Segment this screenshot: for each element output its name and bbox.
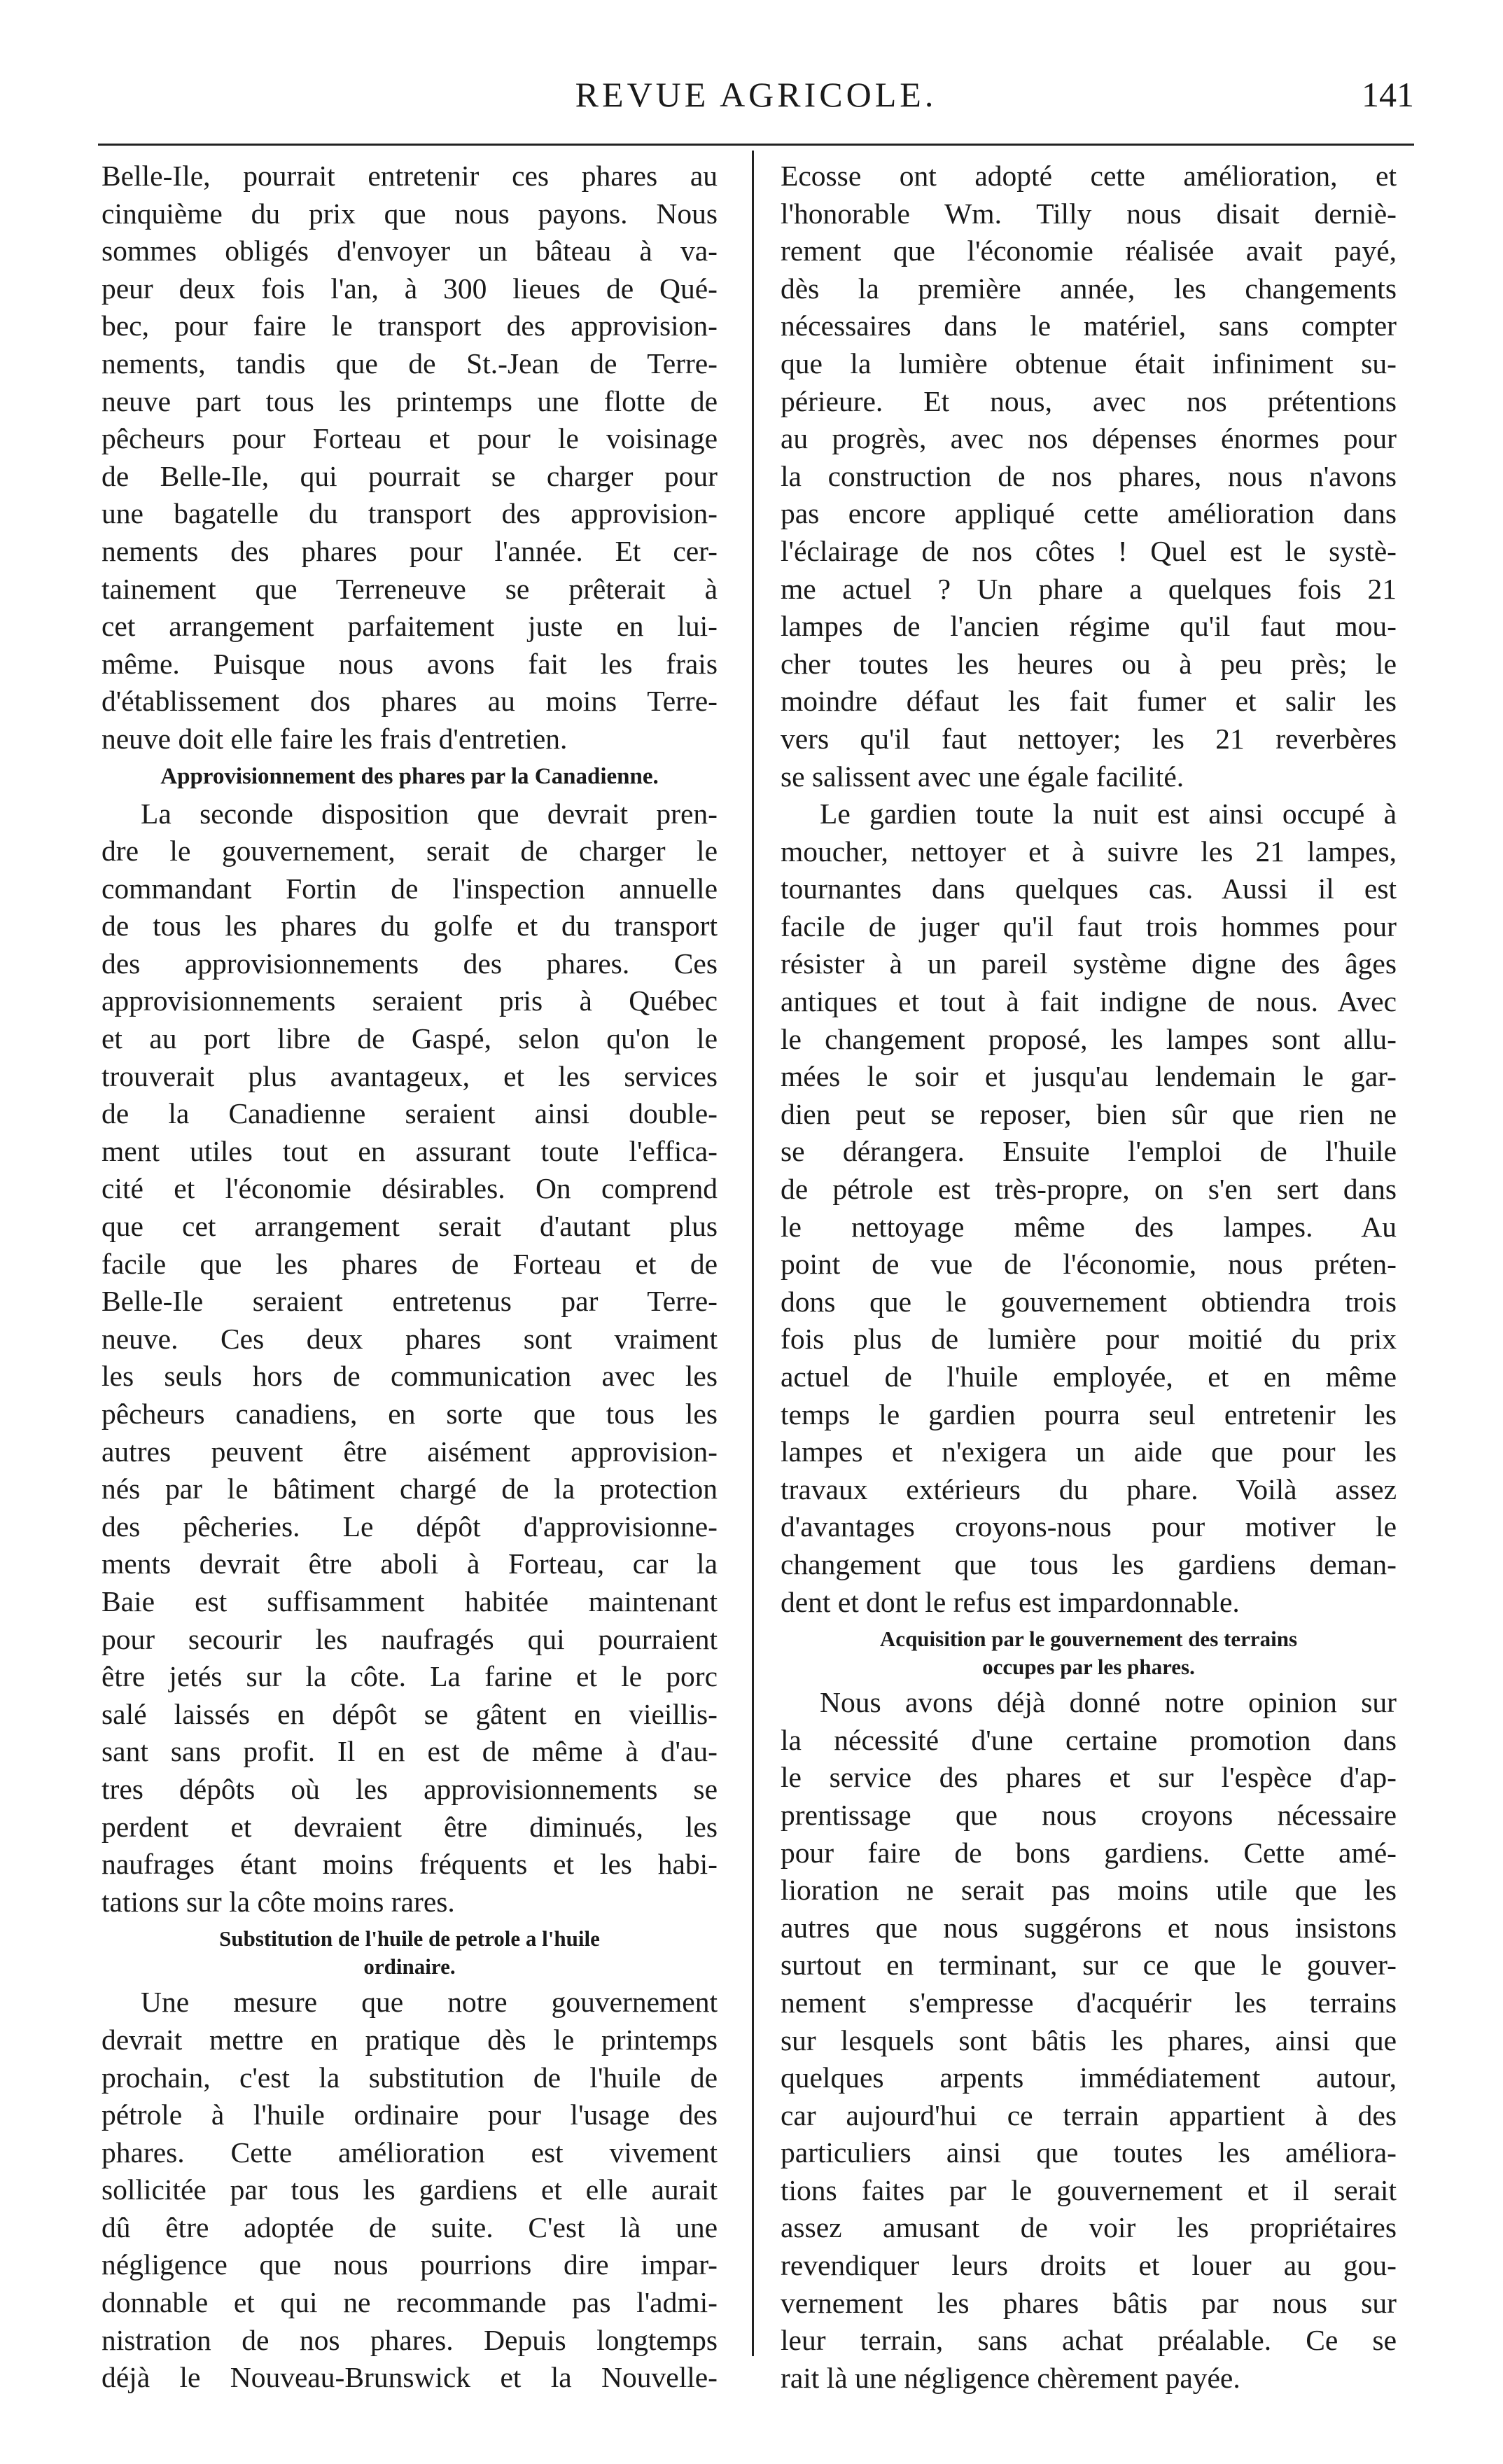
text-line: temps le gardien pourra seul entretenir les: [781, 1398, 1397, 1431]
text-line: le nettoyage même des lampes. Au: [781, 1210, 1397, 1243]
text-line: cité et l'économie désirables. On comprend: [102, 1172, 718, 1205]
text-line: me actuel ? Un phare a quelques fois 21: [781, 572, 1397, 605]
text-line: sommes obligés d'envoyer un bâteau à va-: [102, 235, 718, 267]
text-line: de la Canadienne seraient ainsi double-: [102, 1097, 718, 1130]
running-title: REVUE AGRICOLE.: [575, 75, 937, 114]
text-line: mées le soir et jusqu'au lendemain le gar-: [781, 1060, 1397, 1093]
text-line: commandant Fortin de l'inspection annuelle: [102, 872, 718, 905]
text-line: pas encore appliqué cette amélioration dans: [781, 497, 1397, 530]
text-line: dent et dont le refus est impardonnable.: [781, 1585, 1240, 1618]
section-heading: [102, 1925, 718, 1981]
text-line: tations sur la côte moins rares.: [102, 1885, 455, 1918]
paragraph: [102, 795, 718, 1921]
left-column: [102, 158, 718, 2397]
text-line: de Belle-Ile, qui pourrait se charger pour: [102, 459, 718, 492]
section-heading-line: occupes par les phares.: [982, 1655, 1195, 1680]
text-line: rement que l'économie réalisée avait payé,: [781, 235, 1397, 267]
page-header: [98, 70, 1414, 126]
text-line: Belle-Ile, pourrait entretenir ces phares au: [102, 160, 718, 192]
text-line: rait là une négligence chèrement payée.: [781, 2361, 1240, 2394]
text-line: sollicitée par tous les gardiens et elle aurait: [102, 2173, 718, 2206]
text-line: pêcheurs canadiens, en sorte que tous les: [102, 1398, 718, 1430]
text-line: d'établissement dos phares au moins Terre-: [102, 685, 718, 718]
text-line: autres peuvent être aisément approvision-: [102, 1435, 718, 1468]
text-line: se dérangera. Ensuite l'emploi de l'huile: [781, 1135, 1397, 1168]
paragraph: [102, 158, 718, 758]
text-line: facile que les phares de Forteau et de: [102, 1247, 718, 1280]
text-line: périeure. Et nous, avec nos prétentions: [781, 384, 1397, 417]
text-line: Belle-Ile seraient entretenus par Terre-: [102, 1285, 718, 1318]
text-line: et au port libre de Gaspé, selon qu'on le: [102, 1022, 718, 1055]
text-line: lampes et n'exigera un aide que pour les: [781, 1435, 1397, 1468]
text-line: neuve. Ces deux phares sont vraiment: [102, 1322, 718, 1355]
text-line: La seconde disposition que devrait pren-: [141, 797, 718, 830]
text-line: salé laissés en dépôt se gâtent en vieillis-: [102, 1697, 718, 1730]
text-line: le changement proposé, les lampes sont allu-: [781, 1022, 1397, 1055]
text-line: dès la première année, les changements: [781, 272, 1397, 305]
text-line: peur deux fois l'an, à 300 lieues de Qué-: [102, 272, 718, 305]
text-line: leur terrain, sans achat préalable. Ce se: [781, 2324, 1397, 2357]
text-line: particuliers ainsi que toutes les améliora-: [781, 2136, 1397, 2169]
text-line: pour faire de bons gardiens. Cette amé-: [781, 1836, 1397, 1869]
text-line: autres que nous suggérons et nous insistons: [781, 1911, 1397, 1944]
section-heading: [781, 1625, 1397, 1681]
text-line: nécessaires dans le matériel, sans compter: [781, 309, 1397, 342]
text-line: Une mesure que notre gouvernement: [141, 1986, 718, 2019]
text-line: fois plus de lumière pour moitié du prix: [781, 1323, 1397, 1356]
text-line: Nous avons déjà donné notre opinion sur: [820, 1686, 1397, 1719]
text-line: d'avantages croyons-nous pour motiver le: [781, 1510, 1397, 1543]
text-line: antiques et tout à fait indigne de nous. Avec: [781, 985, 1397, 1018]
header-rule: [98, 144, 1414, 146]
text-line: cet arrangement parfaitement juste en lui-: [102, 610, 718, 643]
text-line: neuve part tous les printemps une flotte de: [102, 384, 718, 417]
text-line: nés par le bâtiment chargé de la protection: [102, 1473, 718, 1505]
text-line: que cet arrangement serait d'autant plus: [102, 1210, 718, 1243]
text-line: trouverait plus avantageux, et les services: [102, 1059, 718, 1092]
text-line: travaux extérieurs du phare. Voilà assez: [781, 1473, 1397, 1505]
text-line: moindre défaut les fait fumer et salir les: [781, 685, 1397, 718]
text-line: car aujourd'hui ce terrain appartient à des: [781, 2098, 1397, 2131]
text-line: que la lumière obtenue était infiniment su-: [781, 347, 1397, 380]
text-line: perdent et devraient être diminués, les: [102, 1810, 718, 1843]
text-line: nement s'empresse d'acquérir les terrains: [781, 1986, 1397, 2019]
text-line: devrait mettre en pratique dès le printemps: [102, 2023, 718, 2056]
text-line: cinquième du prix que nous payons. Nous: [102, 197, 718, 230]
text-line: résister à un pareil système digne des âges: [781, 947, 1397, 980]
text-line: prochain, c'est la substitution de l'huile de: [102, 2061, 718, 2094]
text-line: même. Puisque nous avons fait les frais: [102, 647, 718, 680]
text-line: se salissent avec une égale facilité.: [781, 760, 1184, 793]
text-line: ment utiles tout en assurant toute l'effica-: [102, 1134, 718, 1167]
text-line: au progrès, avec nos dépenses énormes pour: [781, 422, 1397, 455]
text-line: pour secourir les naufragés qui pourraient: [102, 1622, 718, 1655]
paragraph: [781, 1684, 1397, 2397]
text-line: Ecosse ont adopté cette amélioration, et: [781, 160, 1397, 192]
text-line: une bagatelle du transport des approvision-: [102, 497, 718, 530]
text-line: sur lesquels sont bâtis les phares, ainsi que: [781, 2024, 1397, 2056]
text-line: ments devrait être aboli à Forteau, car la: [102, 1547, 718, 1580]
section-heading-line: Substitution de l'huile de petrole a l'huile: [219, 1926, 600, 1951]
text-line: nements des phares pour l'année. Et cer-: [102, 534, 718, 567]
text-line: négligence que nous pourrions dire impar-: [102, 2248, 718, 2281]
text-line: nistration de nos phares. Depuis longtemps: [102, 2323, 718, 2356]
text-line: les seuls hors de communication avec les: [102, 1360, 718, 1393]
text-line: dre le gouvernement, serait de charger le: [102, 835, 718, 868]
text-line: l'honorable Wm. Tilly nous disait derniè-: [781, 197, 1397, 230]
text-line: tres dépôts où les approvisionnements se: [102, 1772, 718, 1805]
text-line: facile de juger qu'il faut trois hommes pour: [781, 910, 1397, 942]
text-line: lioration ne serait pas moins utile que les: [781, 1874, 1397, 1907]
text-line: des pêcheries. Le dépôt d'approvisionne-: [102, 1510, 718, 1543]
text-line: des approvisionnements des phares. Ces: [102, 947, 718, 980]
text-line: tournantes dans quelques cas. Aussi il est: [781, 872, 1397, 905]
paragraph: [102, 1984, 718, 2397]
text-line: Le gardien toute la nuit est ainsi occupé à: [820, 798, 1397, 830]
text-line: nements, tandis que de St.-Jean de Terre-: [102, 347, 718, 380]
paragraph: [781, 158, 1397, 795]
text-line: la construction de nos phares, nous n'avons: [781, 459, 1397, 492]
section-heading: Approvisionnement des phares par la Canadienne.: [160, 763, 659, 789]
text-line: sant sans profit. Il en est de même à d'au-: [102, 1735, 718, 1768]
section-heading-line: Acquisition par le gouvernement des terrains: [879, 1627, 1298, 1652]
text-line: lampes de l'ancien régime qu'il faut mou-: [781, 610, 1397, 643]
text-line: de pétrole est très-propre, on s'en sert dans: [781, 1173, 1397, 1206]
text-line: déjà le Nouveau-Brunswick et la Nouvelle-: [102, 2361, 718, 2394]
text-line: naufrages étant moins fréquents et les habi-: [102, 1848, 718, 1881]
text-line: quelques arpents immédiatement autour,: [781, 2061, 1397, 2094]
text-line: point de vue de l'économie, nous préten-: [781, 1248, 1397, 1281]
text-line: revendiquer leurs droits et louer au gou-: [781, 2249, 1397, 2282]
text-line: actuel de l'huile employée, et en même: [781, 1360, 1397, 1393]
text-line: vernement les phares bâtis par nous sur: [781, 2286, 1397, 2319]
text-line: dû être adoptée de suite. C'est là une: [102, 2211, 718, 2243]
text-line: neuve doit elle faire les frais d'entretien.: [102, 722, 568, 755]
text-line: prentissage que nous croyons nécessaire: [781, 1798, 1397, 1831]
text-line: changement que tous les gardiens deman-: [781, 1547, 1397, 1580]
text-line: phares. Cette amélioration est vivement: [102, 2136, 718, 2169]
text-line: approvisionnements seraient pris à Québec: [102, 984, 718, 1017]
section-heading-line: ordinaire.: [363, 1954, 456, 1979]
text-line: de tous les phares du golfe et du transport: [102, 910, 718, 942]
text-line: tainement que Terreneuve se prêterait à: [102, 572, 718, 605]
text-line: cher toutes les heures ou à peu près; le: [781, 647, 1397, 680]
text-line: l'éclairage de nos côtes ! Quel est le systè-: [781, 534, 1397, 567]
column-divider: [752, 151, 754, 2356]
text-line: tions faites par le gouvernement et il serait: [781, 2173, 1397, 2206]
text-line: moucher, nettoyer et à suivre les 21 lampes,: [781, 835, 1397, 868]
text-line: pétrole à l'huile ordinaire pour l'usage des: [102, 2098, 718, 2131]
text-line: la nécessité d'une certaine promotion dans: [781, 1723, 1397, 1756]
text-line: être jetés sur la côte. La farine et le porc: [102, 1660, 718, 1693]
paragraph: [781, 795, 1397, 1621]
text-line: Baie est suffisamment habitée maintenant: [102, 1585, 718, 1617]
text-line: donnable et qui ne recommande pas l'admi-: [102, 2286, 718, 2319]
text-line: surtout en terminant, sur ce que le gouver-: [781, 1949, 1397, 1982]
text-line: vers qu'il faut nettoyer; les 21 reverbères: [781, 722, 1397, 755]
text-line: dien peut se reposer, bien sûr que rien ne: [781, 1097, 1397, 1130]
text-line: le service des phares et sur l'espèce d'ap-: [781, 1761, 1397, 1794]
right-column: [781, 158, 1397, 2397]
text-line: bec, pour faire le transport des approvision-: [102, 309, 718, 342]
text-line: assez amusant de voir les propriétaires: [781, 2211, 1397, 2244]
text-line: dons que le gouvernement obtiendra trois: [781, 1285, 1397, 1318]
page-number: 141: [1362, 75, 1414, 114]
text-line: pêcheurs pour Forteau et pour le voisinage: [102, 422, 718, 455]
